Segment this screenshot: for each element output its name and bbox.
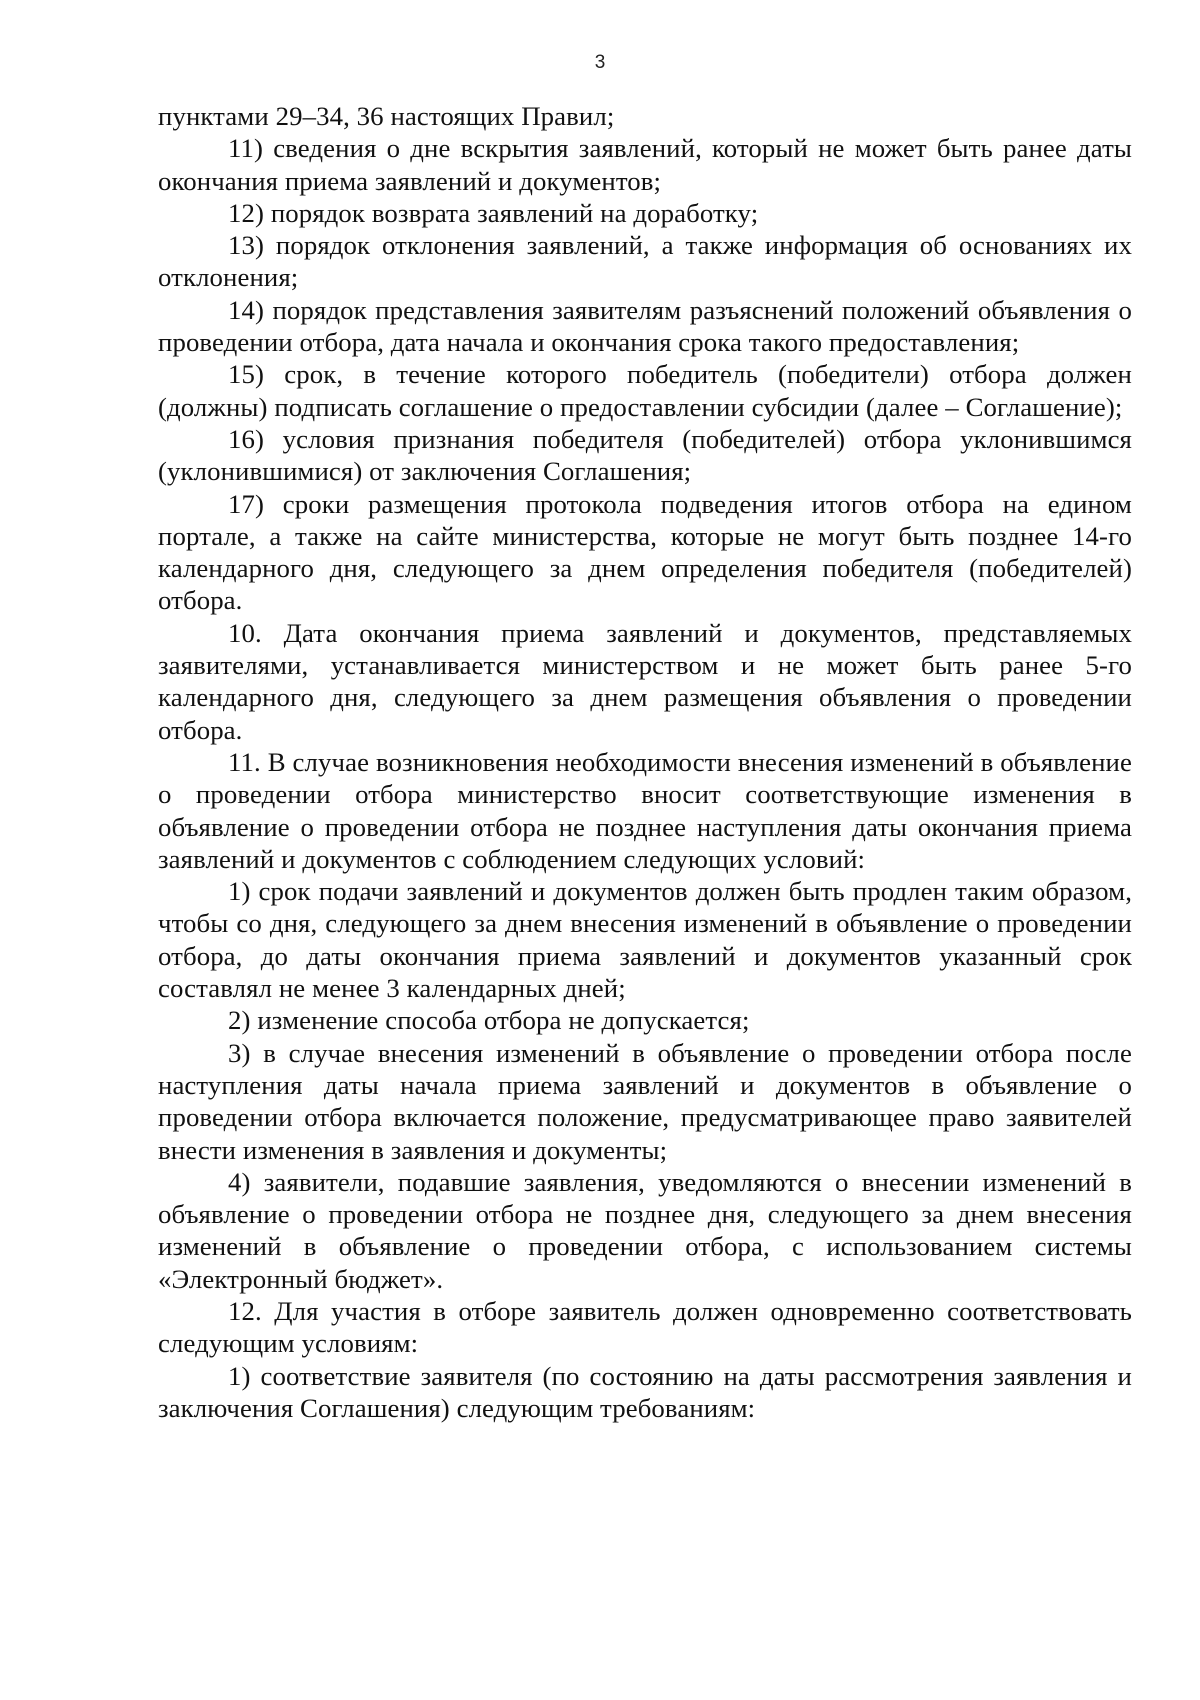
page-number: 3 bbox=[594, 52, 606, 73]
paragraph-item-13: 13) порядок отклонения заявлений, а также информация об основаниях их отклонения; bbox=[158, 230, 1132, 293]
paragraph-continuation: пунктами 29–34, 36 настоящих Правил; bbox=[158, 101, 615, 131]
paragraph-item-17: 17) сроки размещения протокола подведения итогов отбора на едином портале, а также на сайте министерства, которые не могут быть позднее 14-го календарного дня, следующего за днем определения победителя (победителей) отбора. bbox=[158, 488, 1132, 616]
paragraph-item-15: 15) срок, в течение которого победитель (победители) отбора должен (должны) подписать соглашение о предоставлении субсидии (далее – Соглашение); bbox=[158, 359, 1132, 422]
paragraph-requirement-1: 1) соответствие заявителя (по состоянию на даты рассмотрения заявления и заключения Соглашения) следующим требованиям: bbox=[158, 1360, 1132, 1423]
paragraph-condition-3: 3) в случае внесения изменений в объявление о проведении отбора после наступления даты начала приема заявлений и документов в объявление о проведении отбора включается положение, предусматривающее право заявителей внести изменения в заявления и документы; bbox=[158, 1037, 1132, 1165]
paragraph-clause-11: 11. В случае возникновения необходимости внесения изменений в объявление о проведении отбора министерство вносит соответствующие изменения в объявление о проведении отбора не позднее наступления даты окончания приема заявлений и документов с соблюдением следующих условий: bbox=[158, 746, 1132, 874]
paragraph-clause-12: 12. Для участия в отборе заявитель должен одновременно соответствовать следующим условиям: bbox=[158, 1295, 1132, 1359]
paragraph-item-11: 11) сведения о дне вскрытия заявлений, который не может быть ранее даты окончания приема заявлений и документов; bbox=[158, 133, 1132, 196]
paragraph-item-14: 14) порядок представления заявителям разъяснений положений объявления о проведении отбора, дата начала и окончания срока такого предоставления; bbox=[158, 294, 1132, 358]
paragraph-condition-4: 4) заявители, подавшие заявления, уведомляются о внесении изменений в объявление о проведении отбора не позднее дня, следующего за днем внесения изменений в объявление о проведении отбора, с использованием системы «Электронный бюджет». bbox=[158, 1166, 1132, 1294]
paragraph-item-12: 12) порядок возврата заявлений на доработку; bbox=[228, 197, 759, 228]
paragraph-item-16: 16) условия признания победителя (победителей) отбора уклонившимся (уклонившимися) от заключения Соглашения; bbox=[158, 423, 1132, 487]
document-body bbox=[158, 100, 1132, 1424]
paragraph-clause-10: 10. Дата окончания приема заявлений и документов, представляемых заявителями, устанавливается министерством и не может быть ранее 5-го календарного дня, следующего за днем размещения объявления о проведении отбора. bbox=[158, 617, 1132, 745]
paragraph-condition-1: 1) срок подачи заявлений и документов должен быть продлен таким образом, чтобы со дня, следующего за днем внесения изменений в объявление о проведении отбора, до даты окончания приема заявлений и документов указанный срок составлял не менее 3 календарных дней; bbox=[158, 876, 1132, 1004]
paragraph-condition-2: 2) изменение способа отбора не допускается; bbox=[228, 1005, 750, 1036]
